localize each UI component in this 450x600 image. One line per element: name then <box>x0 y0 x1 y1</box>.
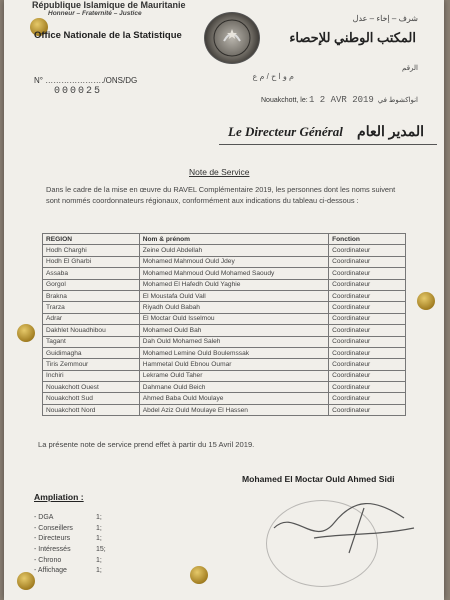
reference-number-label: N° …………………./ONS/DG <box>34 76 138 85</box>
name-cell: Mohamed Ould Bah <box>139 325 328 336</box>
function-cell: Coordinateur <box>329 382 406 393</box>
column-header-name: Nom & prénom <box>139 234 328 245</box>
republic-name: République Islamique de Mauritanie <box>32 0 186 10</box>
reference-code-ar: م و ا ح / م ع <box>252 72 294 81</box>
motto-ar: شرف – إخاء – عدل <box>352 14 418 23</box>
document-page <box>4 0 444 600</box>
region-cell: Nouakchott Nord <box>43 404 140 415</box>
table-row <box>43 302 406 313</box>
table-row <box>43 370 406 381</box>
function-cell: Coordinateur <box>329 404 406 415</box>
reference-number-label-ar: الرقم <box>402 65 418 72</box>
table-header-row <box>43 234 406 245</box>
table-row <box>43 347 406 358</box>
ampliation-count: 1; <box>96 567 102 575</box>
region-cell: Hodh Charghi <box>43 245 140 256</box>
function-cell: Coordinateur <box>329 336 406 347</box>
name-cell: Lekrame Ould Taher <box>139 370 328 381</box>
function-cell: Coordinateur <box>329 245 406 256</box>
director-title-ar: المدير العام <box>357 123 424 139</box>
region-cell: Tiris Zemmour <box>43 359 140 370</box>
ampliation-count: 1; <box>96 535 102 543</box>
list-item <box>34 556 124 567</box>
function-cell: Coordinateur <box>329 359 406 370</box>
name-cell: Riyadh Ould Babah <box>139 302 328 313</box>
pin-bottom-center <box>190 566 208 584</box>
region-cell: Guidimagha <box>43 347 140 358</box>
name-cell: Mohamed Mahmoud Ould Mohamed Saoudy <box>139 268 328 279</box>
function-cell: Coordinateur <box>329 290 406 301</box>
handwritten-signature-icon <box>254 488 434 568</box>
name-cell: El Moctar Ould Isselmou <box>139 313 328 324</box>
region-cell: Trarza <box>43 302 140 313</box>
list-item <box>34 566 124 577</box>
function-cell: Coordinateur <box>329 256 406 267</box>
function-cell: Coordinateur <box>329 347 406 358</box>
region-cell: Brakna <box>43 290 140 301</box>
ampliation-count: 1; <box>96 514 102 521</box>
ampliation-count: 1; <box>96 524 102 532</box>
ampliation-recipient: - Affichage <box>34 567 67 575</box>
motto-fr: Honneur – Fraternité – Justice <box>48 10 142 17</box>
function-cell: Coordinateur <box>329 268 406 279</box>
header-divider <box>219 144 437 145</box>
name-cell: Mohamed Mahmoud Ould Jdey <box>139 256 328 267</box>
table-row <box>43 382 406 393</box>
region-cell: Adrar <box>43 313 140 324</box>
function-cell: Coordinateur <box>329 302 406 313</box>
ampliation-recipient: - Conseillers <box>34 524 73 532</box>
function-cell: Coordinateur <box>329 325 406 336</box>
table-row <box>43 279 406 290</box>
region-cell: Gorgol <box>43 279 140 290</box>
function-cell: Coordinateur <box>329 370 406 381</box>
office-name-fr: Office Nationale de la Statistique <box>34 30 182 41</box>
ampliation-recipient: - Directeurs <box>34 535 71 543</box>
table-row <box>43 268 406 279</box>
name-cell: Ahmed Baba Ould Moulaye <box>139 393 328 404</box>
ampliation-count: 1; <box>96 556 102 564</box>
list-item <box>34 545 124 556</box>
region-cell: Nouakchott Sud <box>43 393 140 404</box>
ampliation-recipient: - DGA <box>34 514 54 521</box>
column-header-region: REGION <box>43 234 140 245</box>
function-cell: Coordinateur <box>329 393 406 404</box>
date-stamp: 1 2 AVR 2019 <box>309 95 374 105</box>
name-cell: Dahmane Ould Beich <box>139 382 328 393</box>
list-item <box>34 513 124 524</box>
list-item <box>34 524 124 535</box>
note-title: Note de Service <box>189 167 250 177</box>
list-item <box>34 534 124 545</box>
name-cell: El Moustafa Ould Vall <box>139 290 328 301</box>
emblem-seal-icon <box>204 12 260 64</box>
table-row <box>43 313 406 324</box>
office-name-ar: المكتب الوطني للإحصاء <box>289 30 416 45</box>
table-row <box>43 325 406 336</box>
region-cell: Nouakchott Ouest <box>43 382 140 393</box>
table-row <box>43 245 406 256</box>
ampliation-count: 15; <box>96 546 106 554</box>
name-cell: Mohamed Lemine Ould Boulemssak <box>139 347 328 358</box>
ampliation-recipient: - Chrono <box>34 556 62 564</box>
name-cell: Dah Ould Mohamed Saleh <box>139 336 328 347</box>
signatory-name: Mohamed El Moctar Ould Ahmed Sidi <box>242 474 395 484</box>
region-cell: Tagant <box>43 336 140 347</box>
region-cell: Dakhlet Nouadhibou <box>43 325 140 336</box>
ampliation-title: Ampliation : <box>34 492 84 502</box>
director-title-fr: Le Directeur Général <box>228 124 343 139</box>
table-row <box>43 393 406 404</box>
ampliation-list <box>34 513 124 577</box>
place-date-label: Nouakchott, le: <box>261 97 308 104</box>
name-cell: Mohamed El Hafedh Ould Yaghie <box>139 279 328 290</box>
pin-middle-left <box>17 324 35 342</box>
coordinators-table <box>42 233 406 416</box>
place-date-label-ar: انواكشوط في <box>377 97 418 104</box>
name-cell: Zeine Ould Abdellah <box>139 245 328 256</box>
reference-number-stamp: 000025 <box>54 86 103 97</box>
ampliation-recipient: - Intéressés <box>34 546 71 554</box>
function-cell: Coordinateur <box>329 313 406 324</box>
table-row <box>43 336 406 347</box>
effective-date-statement: La présente note de service prend effet à partir du 15 Avril 2019. <box>38 440 255 449</box>
region-cell: Inchiri <box>43 370 140 381</box>
table-row <box>43 290 406 301</box>
region-cell: Hodh El Gharbi <box>43 256 140 267</box>
name-cell: Abdel Aziz Ould Moulaye El Hassen <box>139 404 328 415</box>
function-cell: Coordinateur <box>329 279 406 290</box>
pin-bottom-left <box>17 572 35 590</box>
table-row <box>43 404 406 415</box>
region-cell: Assaba <box>43 268 140 279</box>
pin-middle-right <box>417 292 435 310</box>
table-row <box>43 256 406 267</box>
column-header-function: Fonction <box>329 234 406 245</box>
name-cell: Hammetal Ould Ebnou Oumar <box>139 359 328 370</box>
table-row <box>43 359 406 370</box>
note-intro: Dans le cadre de la mise en œuvre du RAVEL Complémentaire 2019, les personnes dont les noms suivent sont nommés coordonnateurs régionaux, conformément aux indications du tableau ci-dessous : <box>46 185 396 205</box>
